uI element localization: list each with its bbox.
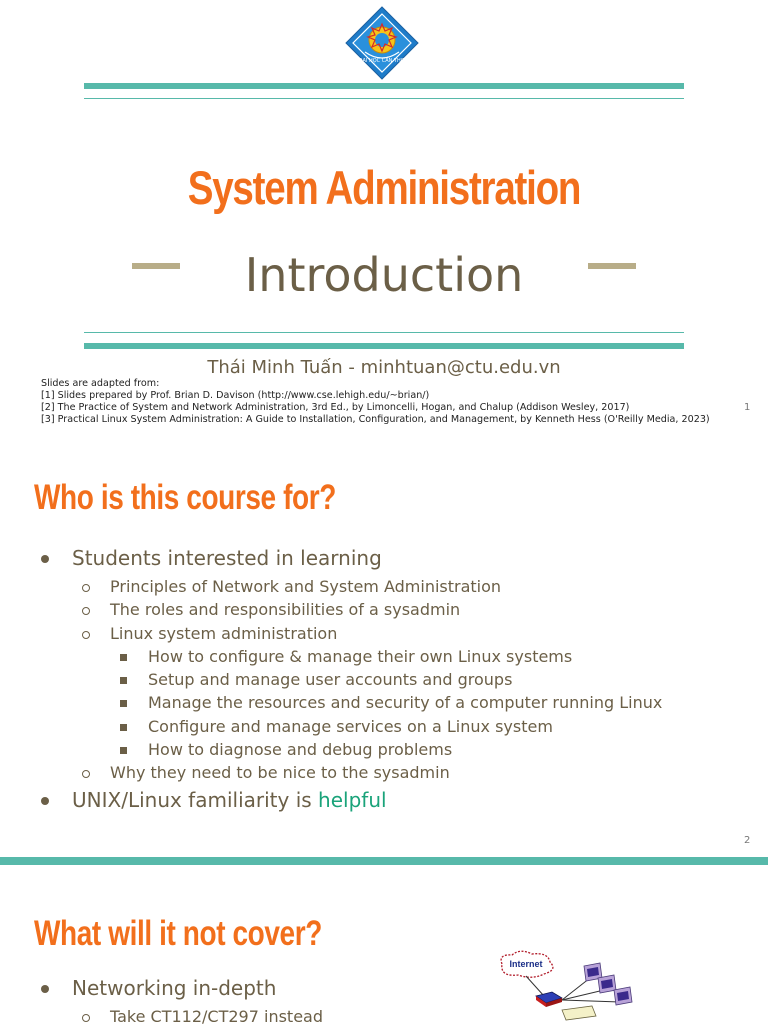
subtitle-right-dash	[588, 263, 636, 269]
bullet-list	[38, 974, 323, 1029]
university-logo-icon	[345, 6, 419, 80]
svg-text:ĐẠI HỌC CẦN THƠ: ĐẠI HỌC CẦN THƠ	[358, 58, 406, 64]
bullet-text: UNIX/Linux familiarity is	[72, 787, 319, 812]
references	[41, 378, 710, 426]
bottom-rule-thin	[84, 332, 684, 333]
bullet-square-icon	[120, 747, 127, 754]
slide-3	[0, 866, 768, 1024]
bullet-text: Setup and manage user accounts and groups	[148, 670, 513, 690]
page-number: 1	[744, 402, 751, 413]
slide-title: Who is this course for?	[34, 478, 336, 517]
page-number: 2	[744, 835, 751, 846]
bullet-level-1	[38, 544, 662, 576]
slide-2	[0, 438, 768, 857]
bullet-dot-icon	[41, 797, 49, 805]
bullet-level-2	[38, 1006, 323, 1029]
bullet-level-1	[38, 974, 323, 1006]
bullet-level-3	[38, 646, 662, 669]
bullet-text: The roles and responsibilities of a sysadmin	[110, 600, 461, 620]
slide-divider	[0, 857, 768, 865]
slide-1	[0, 0, 768, 438]
bullet-square-icon	[120, 700, 127, 707]
svg-text:Internet: Internet	[509, 959, 543, 969]
bullet-level-2	[38, 599, 662, 622]
author-line: Thái Minh Tuấn - minhtuan@ctu.edu.vn	[207, 357, 561, 378]
bullet-level-3	[38, 669, 662, 692]
bullet-text: How to configure & manage their own Linux systems	[148, 646, 573, 666]
top-rule-thick	[84, 83, 684, 89]
bottom-rule-thick	[84, 343, 684, 349]
network-diagram-icon	[492, 950, 652, 1030]
reference-line: [3] Practical Linux System Administration: A Guide to Installation, Configuration, and Management, by Kenneth Hess (O'Reilly Media, 2023)	[41, 414, 710, 425]
presentation-subtitle: Introduction	[244, 248, 524, 302]
bullet-square-icon	[120, 724, 127, 731]
bullet-list	[38, 544, 662, 818]
bullet-circle-icon	[82, 770, 90, 778]
reference-line: Slides are adapted from:	[41, 378, 160, 389]
bullet-level-3	[38, 716, 662, 739]
bullet-text: Networking in-depth	[72, 976, 277, 1000]
bullet-level-3	[38, 739, 662, 762]
bullet-square-icon	[120, 654, 127, 661]
bullet-level-2	[38, 576, 662, 599]
bullet-text: Why they need to be nice to the sysadmin	[110, 763, 450, 783]
bullet-text: Linux system administration	[110, 623, 338, 643]
reference-line: [2] The Practice of System and Network Administration, 3rd Ed., by Limoncelli, Hogan, and Chalup (Addison Wesley, 2017)	[41, 402, 630, 413]
bullet-text: Students interested in learning	[72, 546, 382, 570]
slide-title: What will it not cover?	[34, 914, 322, 953]
bullet-text: Configure and manage services on a Linux system	[148, 716, 553, 736]
bullet-circle-icon	[82, 631, 90, 639]
bullet-circle-icon	[82, 584, 90, 592]
reference-line: [1] Slides prepared by Prof. Brian D. Davison (http://www.cse.lehigh.edu/~brian/)	[41, 390, 430, 401]
bullet-text: Principles of Network and System Administration	[110, 577, 502, 596]
bullet-dot-icon	[41, 555, 49, 563]
highlighted-word: helpful	[318, 787, 387, 812]
bullet-text: Take CT112/CT297 instead	[110, 1007, 323, 1026]
bullet-level-2	[38, 762, 662, 785]
bullet-square-icon	[120, 677, 127, 684]
bullet-text: Manage the resources and security of a computer running Linux	[148, 693, 663, 713]
presentation-title: System Administration	[187, 161, 581, 214]
bullet-text: How to diagnose and debug problems	[148, 740, 453, 760]
bullet-level-3	[38, 692, 662, 715]
top-rule-thin	[84, 98, 684, 99]
bullet-circle-icon	[82, 1014, 90, 1022]
bullet-circle-icon	[82, 607, 90, 615]
bullet-level-2	[38, 623, 662, 646]
bullet-dot-icon	[41, 985, 49, 993]
bullet-level-1	[38, 786, 662, 818]
